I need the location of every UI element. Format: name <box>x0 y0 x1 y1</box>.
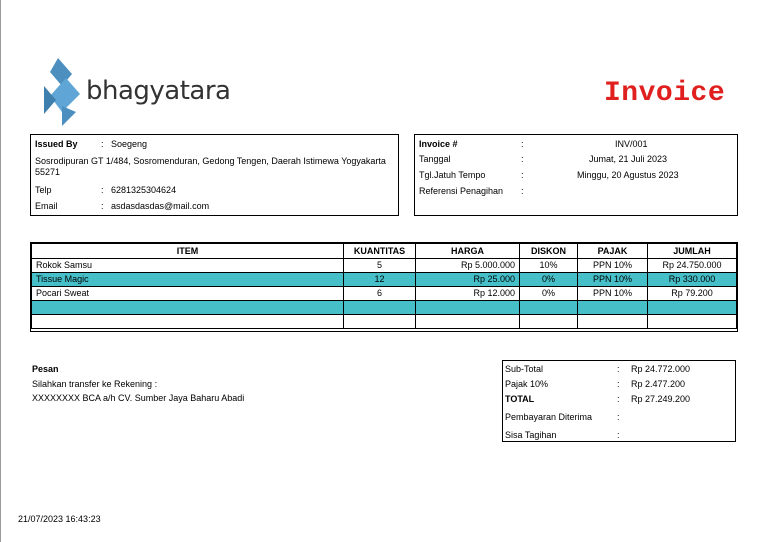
colon: : <box>101 185 104 195</box>
table-row-empty <box>32 315 737 329</box>
colon: : <box>617 412 620 422</box>
tax-cell: PPN 10% <box>578 287 648 301</box>
table-header-row <box>32 244 737 259</box>
tax-cell: PPN 10% <box>578 259 648 273</box>
subtotal-label: Sub-Total <box>505 364 544 374</box>
issuer-address: Sosrodipuran GT 1/484, Sosromenduran, Gedong Tengen, Daerah Istimewa Yogyakarta 55271 <box>35 156 386 177</box>
price-cell: Rp 5.000.000 <box>416 259 520 273</box>
item-cell: Pocari Sweat <box>32 287 344 301</box>
table-row <box>32 259 737 273</box>
due-date-label: Tgl.Jatuh Tempo <box>419 170 486 180</box>
issued-by-label: Issued By <box>35 139 78 149</box>
tax-label: Pajak 10% <box>505 379 549 389</box>
reference-label: Referensi Penagihan <box>419 186 504 196</box>
totals-box <box>502 360 736 442</box>
tax-cell: PPN 10% <box>578 273 648 287</box>
email-value: asdasdasdas@mail.com <box>111 201 210 211</box>
page-edge <box>0 0 1 542</box>
column-header: HARGA <box>416 244 520 259</box>
item-cell: Tissue Magic <box>32 273 344 287</box>
telp-value: 6281325304624 <box>111 185 177 195</box>
issued-by-value: Soegeng <box>111 139 148 149</box>
qty-cell: 12 <box>344 273 416 287</box>
table-row-empty <box>32 301 737 315</box>
invoice-number-value: INV/001 <box>615 139 648 149</box>
payment-received-label: Pembayaran Diterima <box>505 412 593 422</box>
date-value: Jumat, 21 Juli 2023 <box>589 154 668 164</box>
amount-cell: Rp 24.750.000 <box>648 259 737 273</box>
qty-cell: 5 <box>344 259 416 273</box>
qty-cell: 6 <box>344 287 416 301</box>
column-header: PAJAK <box>578 244 648 259</box>
colon: : <box>101 201 104 211</box>
colon: : <box>521 154 524 164</box>
invoice-info-box <box>414 134 738 216</box>
message-section <box>32 362 244 406</box>
discount-cell: 0% <box>520 287 578 301</box>
column-header: ITEM <box>32 244 344 259</box>
discount-cell: 0% <box>520 273 578 287</box>
total-value: Rp 27.249.200 <box>631 394 691 404</box>
remaining-label: Sisa Tagihan <box>505 430 557 440</box>
price-cell: Rp 25.000 <box>416 273 520 287</box>
issuer-box <box>30 134 399 216</box>
invoice-number-label: Invoice # <box>419 139 458 149</box>
tax-value: Rp 2.477.200 <box>631 379 686 389</box>
colon: : <box>101 139 104 149</box>
colon: : <box>617 430 620 440</box>
email-label: Email <box>35 201 58 211</box>
price-cell: Rp 12.000 <box>416 287 520 301</box>
colon: : <box>617 394 620 404</box>
column-header: DISKON <box>520 244 578 259</box>
company-logo <box>42 56 231 128</box>
brand-name: bhagyatara <box>86 76 231 106</box>
table-row <box>32 287 737 301</box>
message-heading: Pesan <box>32 364 59 374</box>
message-line: Silahkan transfer ke Rekening : <box>32 378 158 389</box>
amount-cell: Rp 79.200 <box>648 287 737 301</box>
column-header: JUMLAH <box>648 244 737 259</box>
item-cell: Rokok Samsu <box>32 259 344 273</box>
subtotal-value: Rp 24.772.000 <box>631 364 691 374</box>
column-header: KUANTITAS <box>344 244 416 259</box>
colon: : <box>521 139 524 149</box>
table-row <box>32 273 737 287</box>
telp-label: Telp <box>35 185 52 195</box>
date-label: Tanggal <box>419 154 451 164</box>
colon: : <box>617 379 620 389</box>
amount-cell: Rp 330.000 <box>648 273 737 287</box>
colon: : <box>617 364 620 374</box>
diamond-logo-icon <box>42 56 84 128</box>
colon: : <box>521 170 524 180</box>
page-title: Invoice <box>604 78 726 109</box>
print-timestamp: 21/07/2023 16:43:23 <box>18 514 101 524</box>
items-table <box>30 242 738 332</box>
message-line: XXXXXXXX BCA a/h CV. Sumber Jaya Baharu Abadi <box>32 393 245 403</box>
total-label: TOTAL <box>505 394 535 404</box>
discount-cell: 10% <box>520 259 578 273</box>
due-date-value: Minggu, 20 Agustus 2023 <box>577 170 679 180</box>
colon: : <box>521 186 524 196</box>
